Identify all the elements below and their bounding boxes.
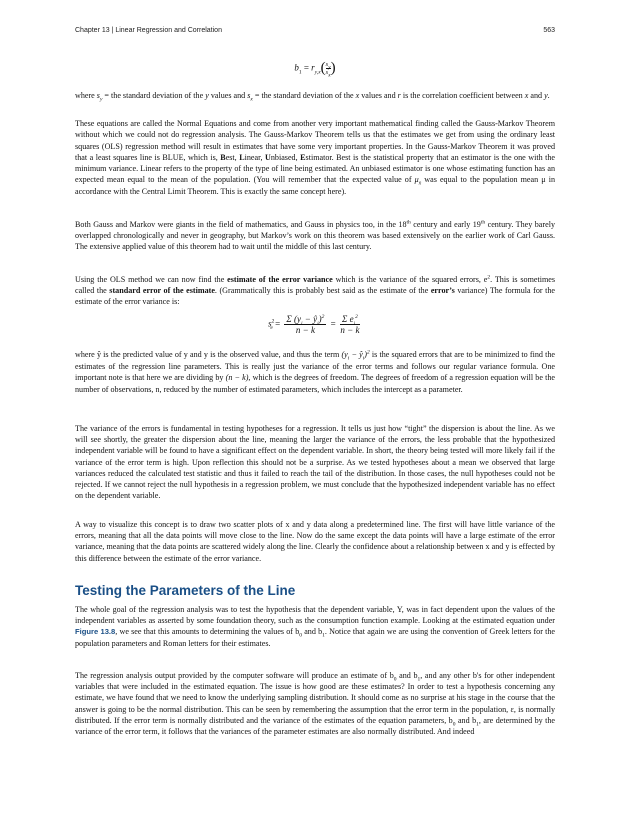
paragraph-regression-goal: The whole goal of the regression analysis was to test the hypothesis that the dependent variable, Y, was in fact dependent upon the values of the independent variables as asserted by some foundation theory, such as the consumption function example. Looking at the estimated equation under Figure 13.8, we see that this amounts to determining the values of $b_0$ and $b_1$. Notice that again we are using the convention of Greek letters for the population parameters and Roman letters for their estimates. [75,605,556,648]
paragraph-squared-errors: where ŷ is the predicted value of y and y is the observed value, and thus the term ($y_i$ − $ŷ_i)^2$ is the squared errors that are to be minimized to find the estimates of the regression line parameters. This is really just the variance of the error terms and follows our regular variance formula. One important note is that here we are dividing by (n − k), which is the degrees of freedom. The degrees of freedom of a regression equation will be the number of observations, n, reduced by the number of estimated parameters, which includes the intercept as a parameter. [75,349,556,394]
paragraph-definitions: where $s_y$ = the standard deviation of the y values and $s_x$ = the standard deviation of the x values and r is the correlation coefficient between x and y. [75,91,550,103]
section-heading: Testing the Parameters of the Line [75,583,296,598]
page-number: 563 [543,27,555,34]
equation-error-variance: $s^2_e$ = $\frac{\Sigma (y_i - ŷ_i)^2}{n - k}$ = $\frac{\Sigma e_i^2}{n - k}$ [268,314,360,335]
paragraph-error-variance: Using the OLS method we can now find the estimate of the error variance which is the variance of the squared errors, $e^2$. This is sometimes called the standard error of the estimate. (Grammatically this is probably best said as the estimate of the error’s variance) The formula for the estimate of the error variance is: [75,274,556,307]
paragraph-history: Both Gauss and Markov were giants in the field of mathematics, and Gauss in physics too, in the 18th century and early 19th century. They barely overlapped chronologically and never in geography, but Markov’s work on this theorem was based extensively on the earlier work of Carl Gauss. The extensive applied value of this theorem had to wait until the middle of this last century. [75,219,555,252]
figure-link[interactable]: Figure 13.8 [75,627,116,637]
paragraph-visualize: A way to visualize this concept is to draw two scatter plots of x and y data along a predetermined line. The first will have little variance of the errors, meaning that all the data points will move close to the line. Now do the same except the data points will have a large estimate of the error variance, meaning that the data points are scattered widely along the line. Clearly the confidence about a relationship between x and y is effected by this difference between the estimate of the error variance. [75,520,555,563]
paragraph-hypothesis: The variance of the errors is fundamental in testing hypotheses for a regression. It tells us just how “tight” the dispersion is about the line. As we will see shortly, the greater the dispersion about the line, meaning the larger the variance of the errors, the less probable that the hypothesized independent variable will be found to have a significant effect on the dependent variable. In short, the theory being tested will more likely fail if the variance of the error term is high. Upon reflection this should not be a surprise. As we tested hypotheses about a mean we observed that large variances reduced the calculated test statistic and thus it failed to reach the tail of the distribution. In those cases, the null hypotheses could not be rejected. If we cannot reject the null hypothesis in a regression problem, we must conclude that the hypothesized independent variable has no effect on the dependent variable. [75,424,555,501]
equation-b1: $b_1 = r_{y,x}$( $\frac{s_y}{s_x}$ ) [294,60,336,79]
running-header: Chapter 13 | Linear Regression and Correlation [75,27,222,34]
paragraph-sampling: The regression analysis output provided by the computer software will produce an estimate of $b_0$ and $b_1$, and any other b's for other independent variables that were included in the estimated equation. The issue is how good are these estimates? In order to test a hypothesis concerning any estimate, we have found that we need to know the underlying sampling distribution. It should come as no surprise at his stage in the course that the answer is going to be the normal distribution. This can be seen by remembering the assumption that the error term in the population, ε, is normally distributed. If the error term is normally distributed and the variance of the estimates of the equation parameters, $b_0$ and $b_1$, are determined by the variance of the error term, it follows that the variances of the parameter estimates are also normally distributed. And indeed [75,671,556,737]
paragraph-gauss-markov: These equations are called the Normal Equations and come from another very important mathematical finding called the Gauss-Markov Theorem without which we could not do regression analysis. The Gauss-Markov Theorem tells us that the estimates we get from using the ordinary least squares (OLS) regression method will result in estimates that have some very important properties. In the Gauss-Markov Theorem it was proved that a least squares line is BLUE, which is, Best, Linear, Unbiased, Estimator. Best is the statistical property that an estimator is the one with the minimum variance. Linear refers to the property of the type of line being estimated. An unbiased estimator is one whose estimating function has an expected mean equal to the mean of the population. (You will remember that the expected value of $\mu_{x̄}$ was equal to the population mean μ in accordance with the Central Limit Theorem. This is exactly the same concept here). [75,119,556,196]
